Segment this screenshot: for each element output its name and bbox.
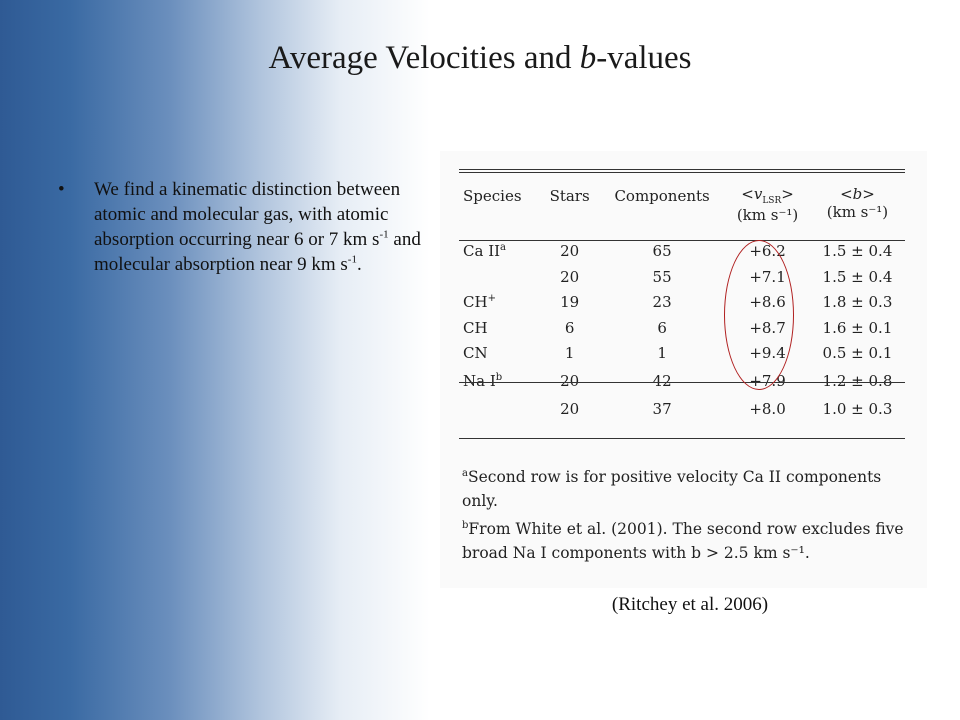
header-vlsr-sub: LSR <box>762 196 782 206</box>
citation-caption: (Ritchey et al. 2006) <box>611 594 769 615</box>
cell-species <box>459 224 540 264</box>
table-row <box>459 315 905 341</box>
title-post: -values <box>596 40 692 76</box>
footnote-a-mark: a <box>462 467 468 479</box>
cell-vlsr: +6.2 <box>749 242 786 260</box>
table-row <box>459 366 905 396</box>
cell-b: 1.5 ± 0.4 <box>822 267 893 286</box>
cell-vlsr: +9.4 <box>749 344 786 363</box>
header-vlsr-open: <v <box>741 185 763 203</box>
bullet-sup-1: -1 <box>379 228 389 241</box>
header-b <box>810 171 905 224</box>
footnote-a-text: Second row is for positive velocity Ca II components only. <box>462 468 882 510</box>
cell-stars: 6 <box>564 318 575 337</box>
cell-b: 1.5 ± 0.4 <box>822 242 893 260</box>
table-row <box>459 396 905 422</box>
cell-vlsr: +8.7 <box>749 318 786 337</box>
header-species: Species <box>463 187 522 205</box>
cell-stars: 1 <box>564 344 575 363</box>
cell-vlsr: +7.1 <box>749 267 786 286</box>
table-top-rule <box>459 169 905 170</box>
table-row <box>459 341 905 367</box>
table-row <box>459 224 905 264</box>
bullet-dot: • <box>58 179 65 200</box>
species-superscript: + <box>487 293 496 305</box>
footnote-a <box>462 465 917 513</box>
header-vlsr-unit: (km s⁻¹) <box>736 206 799 224</box>
table-row <box>459 290 905 316</box>
footnote-b-mark: b <box>462 519 469 531</box>
cell-species <box>459 290 540 316</box>
cell-vlsr: +8.6 <box>749 293 786 312</box>
cell-components: 6 <box>657 318 667 337</box>
cell-b: 1.0 ± 0.3 <box>822 399 893 418</box>
species-superscript: a <box>500 242 507 253</box>
table-bottom-rule <box>459 438 905 439</box>
cell-stars: 20 <box>560 399 580 418</box>
cell-species <box>459 396 540 422</box>
cell-stars: 20 <box>560 372 580 390</box>
bullet-part-2: and molecular absorption near 9 km s <box>94 229 421 275</box>
cell-species <box>459 315 540 341</box>
cell-components: 23 <box>652 293 672 312</box>
species-name: CH <box>463 293 488 312</box>
cell-b: 1.6 ± 0.1 <box>822 318 893 337</box>
bullet-point <box>58 177 436 277</box>
footnote-b <box>462 517 917 565</box>
highlight-ellipse <box>724 240 794 390</box>
cell-b: 0.5 ± 0.1 <box>822 344 893 363</box>
velocity-table <box>459 171 905 422</box>
header-b-label: <b> <box>840 185 875 203</box>
cell-species <box>459 366 540 396</box>
header-b-unit: (km s⁻¹) <box>826 203 889 221</box>
cell-stars: 20 <box>560 267 580 286</box>
cell-b: 1.2 ± 0.8 <box>822 372 893 390</box>
velocity-table-image <box>440 151 927 588</box>
cell-species <box>459 341 540 367</box>
bullet-sup-2: -1 <box>347 253 357 266</box>
cell-species <box>459 264 540 290</box>
cell-components: 1 <box>657 344 667 363</box>
species-name: CH <box>463 318 488 337</box>
header-vlsr-close: > <box>781 185 794 203</box>
bullet-part-1: We find a kinematic distinction between atomic and molecular gas, with atomic absorption occurring near 6 or 7 km s <box>94 179 401 250</box>
header-components: Components <box>614 187 710 205</box>
species-name: CN <box>463 344 488 363</box>
title-italic: b <box>579 40 597 76</box>
cell-components: 42 <box>652 372 672 390</box>
table-header-rule <box>459 240 905 241</box>
cell-components: 55 <box>652 267 672 286</box>
cell-b: 1.8 ± 0.3 <box>822 293 893 312</box>
cell-components: 37 <box>652 399 672 418</box>
bullet-text <box>94 177 436 277</box>
table-body <box>459 224 905 422</box>
cell-vlsr: +8.0 <box>749 399 786 418</box>
species-name: Ca II <box>463 242 501 260</box>
table-mid-rule <box>459 382 905 383</box>
cell-components: 65 <box>652 242 672 260</box>
footnote-b-text: From White et al. (2001). The second row excludes five broad Na I components with b > 2.5 km s⁻¹. <box>462 520 904 562</box>
cell-stars: 20 <box>560 242 580 260</box>
table-row <box>459 264 905 290</box>
cell-stars: 19 <box>560 293 580 312</box>
cell-vlsr: +7.9 <box>749 372 786 390</box>
species-name: Na I <box>463 372 496 390</box>
species-superscript: b <box>495 372 503 383</box>
slide-title <box>0 40 960 77</box>
title-pre: Average Velocities and <box>268 40 580 76</box>
bullet-part-3: . <box>356 254 362 275</box>
header-stars: Stars <box>549 187 590 205</box>
header-vlsr <box>725 171 810 224</box>
